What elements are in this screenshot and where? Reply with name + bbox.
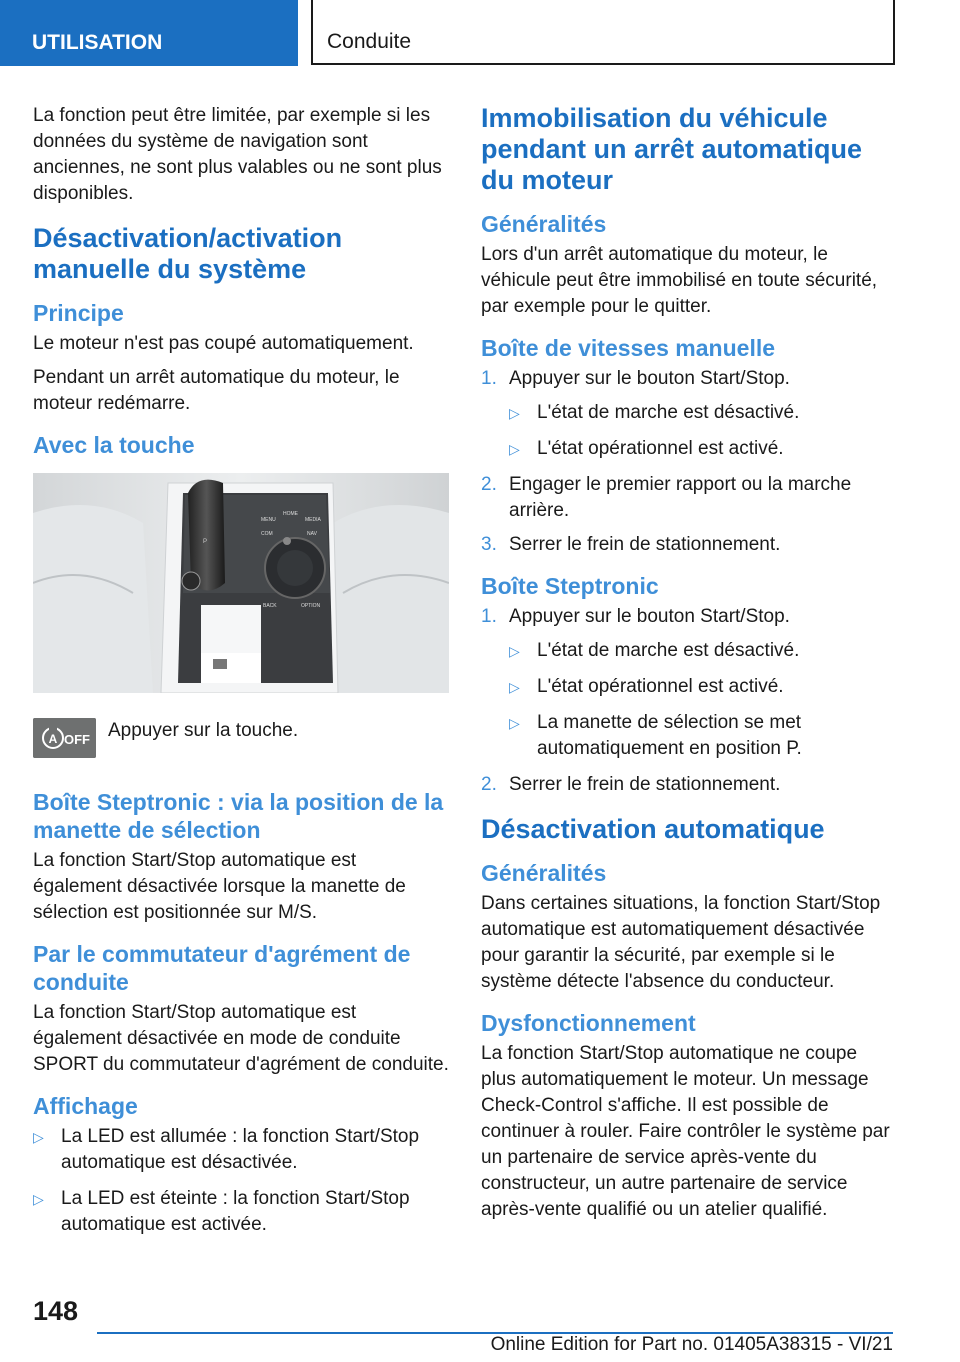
heading-avec-la-touche: Avec la touche — [33, 432, 195, 458]
section-title: UTILISATION — [32, 31, 163, 54]
dysfonctionnement-paragraph: La fonction Start/Stop automatique ne coupe plus automatiquement le moteur. Un message Check-Control s'affiche. Il est possible de continuer à rouler. Faire contrôler le système par un partenaire de service après-vente du constructeur, un autre partenaire de service après-vente qualifié ou un atelier qualifié. — [481, 1043, 890, 1220]
button-notice — [33, 718, 449, 758]
list-item: ▷ L'état de marche est désactivé. — [509, 638, 893, 664]
principe-paragraph-2: Pendant un arrêt automatique du moteur, le moteur redémarre. — [33, 367, 400, 414]
list-item: ▷ L'état opérationnel est activé. — [509, 674, 893, 700]
svg-text:P: P — [203, 539, 208, 545]
off-label: OFF — [64, 732, 90, 747]
chapter-header — [311, 0, 895, 65]
left-column — [33, 103, 449, 1248]
section-tab — [0, 0, 298, 66]
heading-automatic-deactivation: Désactivation automatique — [481, 814, 825, 844]
heading-generalites-1: Généralités — [481, 211, 607, 237]
manual-gearbox-steps — [481, 366, 893, 558]
step-item: 2. Engager le premier rapport ou la marche arrière. — [481, 474, 852, 521]
photo-label-nav: NAV — [307, 531, 317, 537]
triangle-bullet-icon: ▷ — [509, 715, 520, 731]
triangle-bullet-icon: ▷ — [509, 643, 520, 659]
photo-label-option: OPTION — [301, 603, 321, 609]
list-item: ▷ La manette de sélection se met automatiquement en position P. — [509, 712, 802, 759]
heading-dysfonctionnement: Dysfonctionnement — [481, 1010, 696, 1036]
heading-manual-gearbox: Boîte de vitesses manuelle — [481, 335, 776, 361]
affichage-list — [33, 1124, 449, 1238]
triangle-bullet-icon: ▷ — [33, 1191, 44, 1207]
center-console-photo — [33, 473, 449, 693]
driving-switch-paragraph: La fonction Start/Stop automatique est également désactivée en mode de conduite SPORT du commutateur d'agrément de conduite. — [33, 1002, 449, 1075]
heading-principe: Principe — [33, 300, 124, 326]
list-item: ▷ La LED est éteinte : la fonction Start/Stop automatique est activée. — [33, 1188, 410, 1235]
heading-manual-deactivation: Désactivation/activation manuelle du système — [33, 223, 343, 284]
list-item: ▷ L'état opérationnel est activé. — [509, 436, 893, 462]
triangle-bullet-icon: ▷ — [33, 1129, 44, 1145]
photo-label-com: COM — [261, 531, 273, 537]
heading-steptronic: Boîte Steptronic — [481, 573, 659, 599]
step-item: 2. Serrer le frein de stationnement. — [481, 774, 781, 795]
svg-text:A: A — [48, 732, 58, 746]
principe-paragraph-1: Le moteur n'est pas coupé automatiquement. — [33, 333, 414, 354]
page-number: 148 — [33, 1296, 79, 1326]
auto-start-stop-off-icon — [33, 718, 96, 758]
edition-footer: Online Edition for Part no. 01405A38315 - VI/21 — [490, 1334, 893, 1355]
heading-generalites-2: Généralités — [481, 860, 607, 886]
heading-immobilisation: Immobilisation du véhicule pendant un arrêt automatique du moteur — [481, 103, 863, 195]
photo-label-home: HOME — [283, 511, 298, 517]
triangle-bullet-icon: ▷ — [509, 679, 520, 695]
button-notice-text: Appuyer sur la touche. — [108, 720, 299, 741]
generalites-paragraph-1: Lors d'un arrêt automatique du moteur, le véhicule peut être immobilisé en toute sécurité, par exemple pour le quitter. — [481, 244, 878, 317]
right-column — [481, 103, 893, 1237]
steptronic-steps — [481, 604, 893, 798]
heading-affichage: Affichage — [33, 1093, 138, 1119]
list-item: ▷ L'état de marche est désactivé. — [509, 400, 893, 426]
photo-label-media: MEDIA — [305, 517, 321, 523]
steptronic-selector-paragraph: La fonction Start/Stop automatique est également désactivée lorsque la manette de sélection est positionnée sur M/S. — [33, 850, 406, 923]
photo-label-back: BACK — [263, 603, 277, 609]
heading-driving-switch: Par le commutateur d'agrément de conduite — [33, 941, 411, 995]
chapter-title: Conduite — [327, 30, 412, 53]
triangle-bullet-icon: ▷ — [509, 441, 520, 457]
photo-label-menu: MENU — [261, 517, 276, 523]
step-item: 3. Serrer le frein de stationnement. — [481, 534, 781, 555]
step-item: 1. Appuyer sur le bouton Start/Stop. ▷ L'état de marche est désactivé. ▷ L'état opérationnel est activé. ▷ La manette de sélection se met automatiquement en position P. — [481, 604, 893, 762]
intro-paragraph: La fonction peut être limitée, par exemple si les données du système de navigation sont anciennes, ne sont plus valables ou ne sont plus disponibles. — [33, 105, 442, 204]
triangle-bullet-icon: ▷ — [509, 405, 520, 421]
list-item: ▷ La LED est allumée : la fonction Start/Stop automatique est désactivée. — [33, 1126, 420, 1173]
generalites-paragraph-2: Dans certaines situations, la fonction Start/Stop automatique est automatiquement désactivée pour garantir la sécurité, par exemple si le système détecte l'absence du conducteur. — [481, 893, 881, 992]
heading-steptronic-selector: Boîte Steptronic : via la position de la manette de sélection — [33, 789, 444, 843]
step-item: 1. Appuyer sur le bouton Start/Stop. ▷ L'état de marche est désactivé. ▷ L'état opérationnel est activé. — [481, 366, 893, 462]
